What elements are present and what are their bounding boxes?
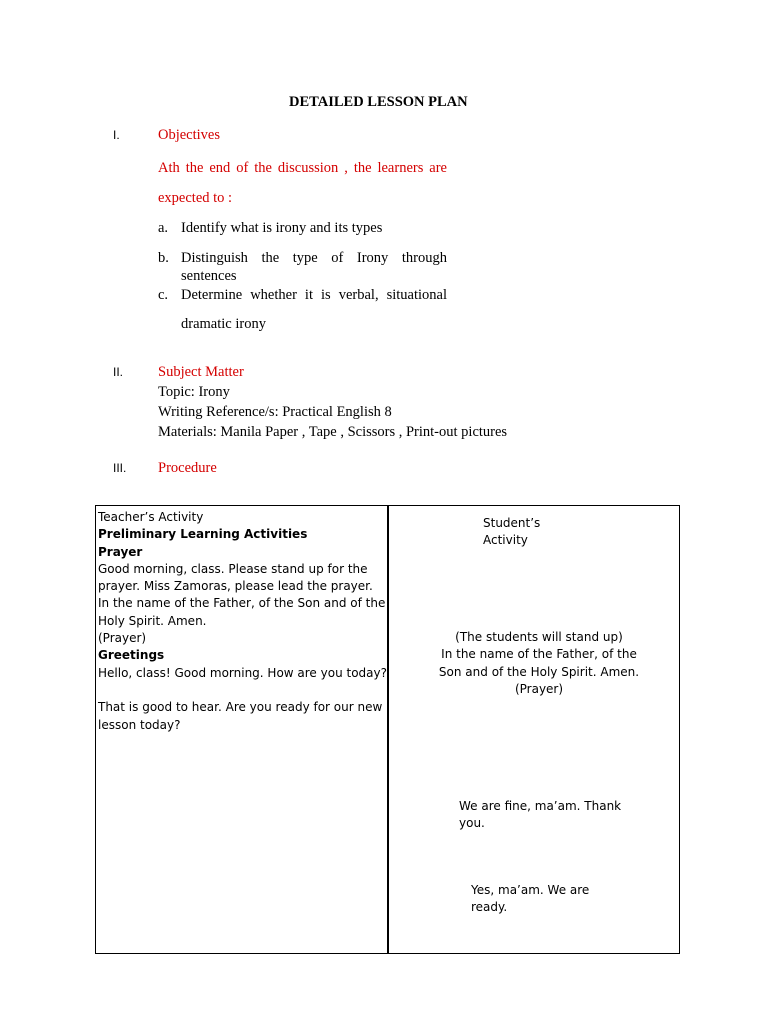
teacher-prayer-line: Good morning, class. Please stand up for the: [98, 561, 368, 576]
student-ready-line: ready.: [471, 900, 508, 915]
student-fine-line: you.: [459, 816, 485, 831]
student-header-line1: Student’s: [483, 516, 541, 530]
teacher-ready-line: lesson today?: [98, 717, 181, 732]
teacher-prayer-line: (Prayer): [98, 631, 147, 646]
objectives-heading: Objectives: [158, 127, 221, 143]
objective-item-a: Identify what is irony and its types: [181, 220, 383, 236]
section-numeral-1: I.: [113, 128, 120, 142]
student-fine-response: [459, 798, 621, 833]
teacher-column: [98, 509, 387, 734]
topic-line: Topic: Irony: [158, 384, 230, 400]
student-prayer-line: Son and of the Holy Spirit. Amen.: [438, 664, 640, 679]
objective-item-c-line1: Determine whether it is verbal, situational: [181, 287, 447, 303]
teacher-greeting-line: Hello, class! Good morning. How are you today?: [98, 665, 387, 680]
student-prayer-line: (The students will stand up): [455, 630, 623, 644]
student-ready-response: [471, 882, 589, 917]
student-activity-header: [483, 515, 540, 550]
objective-item-b-line2: sentences: [181, 268, 237, 284]
student-prayer-line: In the name of the Father, of the: [441, 647, 637, 662]
objective-letter-b: b.: [158, 250, 169, 266]
materials-line: Materials: Manila Paper , Tape , Scissors , Print-out pictures: [158, 424, 508, 440]
greetings-heading: Greetings: [98, 648, 165, 663]
teacher-prayer-line: prayer. Miss Zamoras, please lead the prayer.: [98, 579, 373, 594]
reference-line: Writing Reference/s: Practical English 8: [158, 404, 392, 420]
student-prayer-response: [389, 629, 689, 698]
procedure-heading: Procedure: [158, 460, 217, 476]
subject-matter-heading: Subject Matter: [158, 364, 244, 380]
student-ready-line: Yes, ma’am. We are: [471, 883, 590, 897]
student-header-line2: Activity: [483, 533, 528, 548]
prayer-heading: Prayer: [98, 544, 143, 559]
table-divider: [387, 505, 389, 954]
section-numeral-2: II.: [113, 365, 124, 379]
student-fine-line: We are fine, ma’am. Thank: [459, 799, 622, 813]
teacher-activity-header: Teacher’s Activity: [98, 510, 204, 524]
objective-letter-a: a.: [158, 220, 169, 236]
objectives-intro-line2: expected to :: [158, 190, 233, 206]
section-numeral-3: III.: [113, 461, 127, 475]
objectives-intro-line1: Ath the end of the discussion , the learners are: [158, 160, 447, 176]
objective-item-c-line2: dramatic irony: [181, 316, 266, 332]
objective-item-b-line1: Distinguish the type of Irony through: [181, 250, 447, 266]
objective-letter-c: c.: [158, 287, 169, 303]
teacher-prayer-line: In the name of the Father, of the Son and of the: [98, 596, 386, 611]
teacher-prayer-line: Holy Spirit. Amen.: [98, 613, 207, 628]
teacher-ready-line: That is good to hear. Are you ready for our new: [98, 700, 383, 715]
preliminary-heading: Preliminary Learning Activities: [98, 527, 308, 542]
page-title: DETAILED LESSON PLAN: [289, 94, 468, 110]
student-prayer-line: (Prayer): [514, 681, 564, 696]
